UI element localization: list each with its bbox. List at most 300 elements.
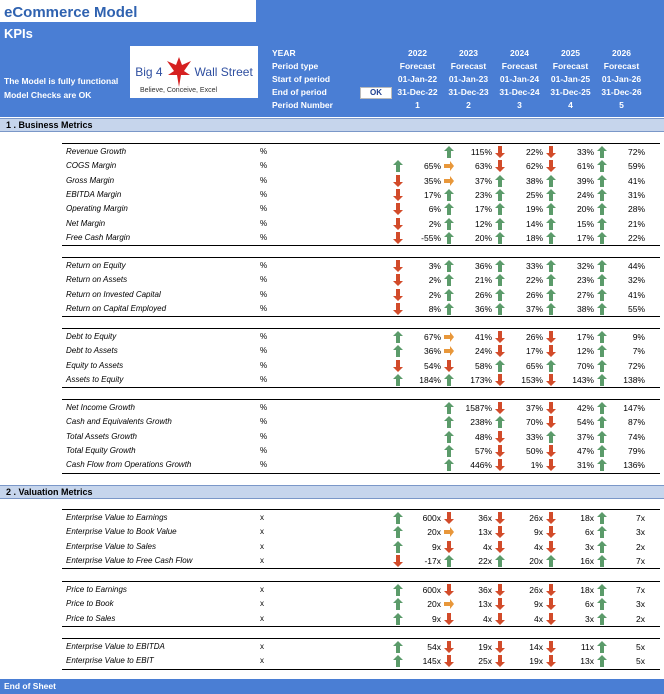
- metric-row[interactable]: [0, 444, 664, 458]
- arrow-down-icon: [546, 584, 556, 596]
- arrow-down-icon: [546, 512, 556, 524]
- metric-value-cell[interactable]: [596, 345, 647, 357]
- metric-row[interactable]: [0, 302, 664, 316]
- metric-value-cell[interactable]: [392, 584, 443, 596]
- metric-value-cell[interactable]: [494, 402, 545, 414]
- metric-value-cell[interactable]: [545, 555, 596, 567]
- metric-value-cell[interactable]: [494, 189, 545, 201]
- arrow-up-icon: [597, 641, 607, 653]
- metric-value-cell[interactable]: [494, 613, 545, 625]
- metric-value-cell[interactable]: [392, 541, 443, 553]
- metric-value-cell[interactable]: [494, 445, 545, 457]
- arrow-right-icon: [444, 175, 454, 187]
- metric-value-cell[interactable]: [443, 512, 494, 524]
- metric-label: Total Equity Growth: [66, 445, 136, 455]
- metric-value-cell[interactable]: [494, 555, 545, 567]
- metric-value-cell[interactable]: [494, 218, 545, 230]
- arrow-down-icon: [393, 203, 403, 215]
- metric-row[interactable]: [0, 344, 664, 358]
- arrow-up-icon: [495, 175, 505, 187]
- metric-value: 37%: [474, 175, 492, 186]
- metric-value-cell[interactable]: [596, 584, 647, 596]
- metric-value-cell[interactable]: [443, 203, 494, 215]
- arrow-up-icon: [495, 189, 505, 201]
- metric-value: 9x: [432, 613, 441, 624]
- metric-value-cell[interactable]: [443, 289, 494, 301]
- metric-value-cell[interactable]: [545, 526, 596, 538]
- metric-value-cell[interactable]: [443, 175, 494, 187]
- metric-row[interactable]: [0, 288, 664, 302]
- metric-value-cell[interactable]: [545, 303, 596, 315]
- metric-value-cell[interactable]: [392, 274, 443, 286]
- metric-value-cell[interactable]: [494, 203, 545, 215]
- arrow-down-icon: [444, 360, 454, 372]
- arrow-up-icon: [444, 146, 454, 158]
- metric-value-cell[interactable]: [494, 512, 545, 524]
- metric-value-cell[interactable]: [494, 175, 545, 187]
- arrow-up-icon: [546, 232, 556, 244]
- metric-row[interactable]: [0, 458, 664, 472]
- metric-value-cell[interactable]: [545, 289, 596, 301]
- metric-value-cell[interactable]: [392, 598, 443, 610]
- arrow-right-icon: [444, 526, 454, 538]
- metric-unit: %: [260, 303, 268, 313]
- metric-value-cell[interactable]: [545, 641, 596, 653]
- arrow-up-icon: [393, 641, 403, 653]
- metric-label: Price to Earnings: [66, 585, 127, 594]
- metric-value: 9x: [534, 527, 543, 538]
- metric-value-cell[interactable]: [443, 526, 494, 538]
- metric-value-cell[interactable]: [392, 160, 443, 172]
- arrow-up-icon: [444, 303, 454, 315]
- ok-check-badge[interactable]: OK: [360, 87, 392, 99]
- metric-value-cell[interactable]: [545, 402, 596, 414]
- metric-value-cell[interactable]: [392, 512, 443, 524]
- metric-value-cell[interactable]: [596, 598, 647, 610]
- period-start: 01-Jan-24: [499, 74, 540, 84]
- metric-value-cell[interactable]: [443, 374, 494, 386]
- metric-value-cell[interactable]: [545, 655, 596, 667]
- arrow-right-icon: [444, 160, 454, 172]
- metric-value-cell[interactable]: [545, 374, 596, 386]
- metric-value-cell[interactable]: [443, 274, 494, 286]
- arrow-up-icon: [597, 232, 607, 244]
- metric-value-cell[interactable]: [596, 512, 647, 524]
- metric-value-cell[interactable]: [545, 459, 596, 471]
- metric-value-cell[interactable]: [494, 345, 545, 357]
- metric-value-cell[interactable]: [392, 641, 443, 653]
- metric-unit: %: [260, 232, 268, 242]
- metric-value-cell[interactable]: [443, 416, 494, 428]
- arrow-down-icon: [546, 445, 556, 457]
- metric-value-cell[interactable]: [392, 345, 443, 357]
- period-type: Forecast: [450, 61, 487, 71]
- metric-label: COGS Margin: [66, 161, 117, 171]
- arrow-up-icon: [546, 189, 556, 201]
- arrow-up-icon: [597, 203, 607, 215]
- metric-value-cell[interactable]: [494, 360, 545, 372]
- metric-unit: %: [260, 147, 268, 156]
- metric-value-cell[interactable]: [545, 584, 596, 596]
- metric-value-cell[interactable]: [596, 431, 647, 443]
- metric-value-cell[interactable]: [494, 260, 545, 272]
- arrow-down-icon: [495, 655, 505, 667]
- metric-value-cell[interactable]: [596, 526, 647, 538]
- metric-value-cell[interactable]: [443, 445, 494, 457]
- metric-value-cell[interactable]: [392, 360, 443, 372]
- metric-unit: x: [260, 527, 264, 537]
- metric-value-cell[interactable]: [596, 146, 647, 158]
- arrow-up-icon: [597, 345, 607, 357]
- arrow-up-icon: [546, 274, 556, 286]
- arrow-right-icon: [444, 345, 454, 357]
- arrow-up-icon: [495, 303, 505, 315]
- metric-value-cell[interactable]: [596, 160, 647, 172]
- metric-unit: %: [260, 431, 268, 441]
- metric-row[interactable]: [0, 401, 664, 415]
- arrow-down-icon: [546, 613, 556, 625]
- metric-row[interactable]: [0, 202, 664, 216]
- metric-value: 58%: [474, 360, 492, 371]
- arrow-up-icon: [495, 274, 505, 286]
- metric-value-cell[interactable]: [494, 289, 545, 301]
- metric-value-cell[interactable]: [596, 289, 647, 301]
- metric-value-cell[interactable]: [392, 260, 443, 272]
- metric-value-cell[interactable]: [596, 232, 647, 244]
- metric-value: 59%: [627, 161, 645, 172]
- metric-value-cell[interactable]: [494, 655, 545, 667]
- metric-value: 3x: [636, 527, 645, 538]
- metric-value: 12%: [576, 346, 594, 357]
- metric-value-cell[interactable]: [392, 303, 443, 315]
- metric-value: 6x: [585, 527, 594, 538]
- metric-label: Free Cash Margin: [66, 232, 131, 242]
- metric-row[interactable]: [0, 583, 664, 597]
- arrow-up-icon: [444, 189, 454, 201]
- arrow-up-icon: [444, 402, 454, 414]
- arrow-up-icon: [393, 541, 403, 553]
- period-start: 01-Jan-23: [448, 74, 489, 84]
- arrow-up-icon: [444, 431, 454, 443]
- metric-value-cell[interactable]: [596, 541, 647, 553]
- metric-value-cell[interactable]: [494, 459, 545, 471]
- metric-value-cell[interactable]: [596, 274, 647, 286]
- metric-value: 138%: [623, 374, 645, 385]
- metric-value: 36%: [474, 303, 492, 314]
- metric-value-cell[interactable]: [443, 232, 494, 244]
- metric-unit: %: [260, 204, 268, 214]
- metric-value-cell[interactable]: [443, 360, 494, 372]
- metric-value: 41%: [627, 175, 645, 186]
- metric-value: 20%: [474, 232, 492, 243]
- arrow-down-icon: [495, 584, 505, 596]
- metric-value-cell[interactable]: [494, 274, 545, 286]
- metric-value-cell[interactable]: [545, 274, 596, 286]
- arrow-up-icon: [597, 374, 607, 386]
- arrow-up-icon: [444, 445, 454, 457]
- metric-value: 22%: [627, 232, 645, 243]
- end-of-sheet: End of Sheet: [0, 679, 664, 694]
- metric-row[interactable]: [0, 415, 664, 429]
- metric-value-cell[interactable]: [545, 189, 596, 201]
- metric-value-cell[interactable]: [545, 613, 596, 625]
- metric-row[interactable]: [0, 554, 664, 568]
- metric-value-cell[interactable]: [443, 598, 494, 610]
- metric-value-cell[interactable]: [596, 175, 647, 187]
- period-num: 4: [568, 100, 573, 110]
- metric-value: 26x: [529, 585, 543, 595]
- metric-value: 15%: [576, 218, 594, 229]
- metric-value-cell[interactable]: [443, 402, 494, 414]
- arrow-up-icon: [597, 331, 607, 343]
- arrow-down-icon: [444, 584, 454, 596]
- metric-value: 19x: [478, 642, 492, 652]
- metric-value: 6%: [428, 204, 441, 215]
- arrow-down-icon: [393, 289, 403, 301]
- metric-value-cell[interactable]: [596, 655, 647, 667]
- metric-value-cell[interactable]: [494, 416, 545, 428]
- metric-value-cell[interactable]: [545, 360, 596, 372]
- metric-value: 3x: [585, 613, 594, 624]
- metric-value-cell[interactable]: [443, 655, 494, 667]
- metric-value-cell[interactable]: [545, 160, 596, 172]
- metric-row[interactable]: [0, 511, 664, 525]
- metric-value-cell[interactable]: [596, 613, 647, 625]
- metric-value-cell[interactable]: [545, 598, 596, 610]
- metric-row[interactable]: [0, 612, 664, 626]
- metric-value-cell[interactable]: [392, 655, 443, 667]
- metric-value-cell[interactable]: [596, 402, 647, 414]
- arrow-up-icon: [597, 445, 607, 457]
- metric-value-cell[interactable]: [494, 303, 545, 315]
- arrow-down-icon: [495, 345, 505, 357]
- metric-row[interactable]: [0, 430, 664, 444]
- metric-value-cell[interactable]: [443, 260, 494, 272]
- metric-row[interactable]: [0, 231, 664, 245]
- metric-value: 8%: [428, 303, 441, 314]
- period-year: 2025: [561, 48, 580, 58]
- metric-value-cell[interactable]: [392, 331, 443, 343]
- metric-row[interactable]: [0, 273, 664, 287]
- metric-value-cell[interactable]: [596, 218, 647, 230]
- logo-tagline: Believe, Conceive, Excel: [140, 87, 218, 94]
- arrow-down-icon: [495, 613, 505, 625]
- metric-value-cell[interactable]: [392, 555, 443, 567]
- metric-value-cell[interactable]: [494, 541, 545, 553]
- arrow-down-icon: [393, 189, 403, 201]
- metric-value-cell[interactable]: [392, 218, 443, 230]
- metric-value: 14x: [529, 642, 543, 652]
- metric-row[interactable]: [0, 188, 664, 202]
- metric-row[interactable]: [0, 330, 664, 344]
- metric-row[interactable]: [0, 159, 664, 173]
- metric-value-cell[interactable]: [443, 146, 494, 158]
- arrow-up-icon: [444, 374, 454, 386]
- metric-value-cell[interactable]: [545, 203, 596, 215]
- metric-value-cell[interactable]: [443, 613, 494, 625]
- arrow-up-icon: [393, 331, 403, 343]
- metric-row[interactable]: [0, 217, 664, 231]
- metric-value-cell[interactable]: [392, 175, 443, 187]
- metric-value-cell[interactable]: [443, 555, 494, 567]
- metric-value-cell[interactable]: [443, 189, 494, 201]
- arrow-up-icon: [393, 584, 403, 596]
- arrow-up-icon: [444, 232, 454, 244]
- metric-value-cell[interactable]: [596, 303, 647, 315]
- metric-value-cell[interactable]: [494, 526, 545, 538]
- metric-value-cell[interactable]: [392, 289, 443, 301]
- metric-value-cell[interactable]: [596, 203, 647, 215]
- metric-value-cell[interactable]: [545, 431, 596, 443]
- metric-value: 41%: [627, 289, 645, 300]
- arrow-down-icon: [444, 512, 454, 524]
- metric-value-cell[interactable]: [443, 641, 494, 653]
- arrow-down-icon: [495, 431, 505, 443]
- metric-value-cell[interactable]: [494, 431, 545, 443]
- metric-value: 21%: [474, 275, 492, 286]
- period-year: 2022: [408, 48, 427, 58]
- metric-row[interactable]: [0, 174, 664, 188]
- metric-row[interactable]: [0, 373, 664, 387]
- arrow-up-icon: [444, 203, 454, 215]
- metric-value: 38%: [525, 175, 543, 186]
- metric-value: 5x: [636, 642, 645, 652]
- arrow-up-icon: [597, 402, 607, 414]
- metric-value-cell[interactable]: [443, 303, 494, 315]
- metric-value-cell[interactable]: [443, 431, 494, 443]
- metric-value-cell[interactable]: [545, 175, 596, 187]
- metric-value: 87%: [627, 417, 645, 428]
- metric-value-cell[interactable]: [545, 218, 596, 230]
- metric-value-cell[interactable]: [596, 260, 647, 272]
- metric-value-cell[interactable]: [494, 331, 545, 343]
- metric-value-cell[interactable]: [494, 146, 545, 158]
- metric-value-cell[interactable]: [596, 331, 647, 343]
- metric-value: -17x: [424, 555, 441, 566]
- period-end: 31-Dec-25: [550, 87, 591, 97]
- metric-unit: %: [260, 346, 268, 356]
- metric-value-cell[interactable]: [596, 459, 647, 471]
- arrow-up-icon: [444, 260, 454, 272]
- metric-value-cell[interactable]: [596, 555, 647, 567]
- logo-text-right: Wall Street: [194, 65, 253, 79]
- metric-value-cell[interactable]: [443, 160, 494, 172]
- metric-value: 20x: [529, 555, 543, 566]
- metric-value-cell[interactable]: [494, 374, 545, 386]
- metric-unit: x: [260, 585, 264, 594]
- metric-value-cell[interactable]: [443, 331, 494, 343]
- arrow-up-icon: [597, 584, 607, 596]
- metric-value-cell[interactable]: [545, 260, 596, 272]
- metric-value-cell[interactable]: [545, 541, 596, 553]
- arrow-down-icon: [546, 526, 556, 538]
- metric-unit: x: [260, 656, 264, 666]
- metric-value-cell[interactable]: [596, 189, 647, 201]
- metric-row[interactable]: [0, 540, 664, 554]
- metric-value-cell[interactable]: [494, 598, 545, 610]
- period-type: Forecast: [603, 61, 640, 71]
- metric-value: 44%: [627, 261, 645, 271]
- metric-label: Revenue Growth: [66, 147, 127, 156]
- arrow-down-icon: [495, 445, 505, 457]
- metric-value: 63%: [474, 161, 492, 172]
- metric-value-cell[interactable]: [443, 345, 494, 357]
- metric-row[interactable]: [0, 640, 664, 654]
- metric-label: Enterprise Value to Earnings: [66, 513, 168, 522]
- metric-row[interactable]: [0, 259, 664, 273]
- metric-unit: x: [260, 541, 264, 551]
- arrow-down-icon: [393, 175, 403, 187]
- arrow-down-icon: [546, 641, 556, 653]
- metric-row[interactable]: [0, 525, 664, 539]
- metric-value: 72%: [627, 360, 645, 371]
- metric-value-cell[interactable]: [545, 232, 596, 244]
- metric-row[interactable]: [0, 654, 664, 668]
- metric-value: 32%: [627, 275, 645, 286]
- metric-value: 2%: [428, 218, 441, 229]
- metric-value-cell[interactable]: [545, 445, 596, 457]
- metric-value-cell[interactable]: [443, 218, 494, 230]
- metric-row[interactable]: [0, 145, 664, 159]
- metric-value: 7%: [632, 346, 645, 357]
- metric-value-cell[interactable]: [494, 641, 545, 653]
- metric-value-cell[interactable]: [596, 374, 647, 386]
- metric-value-cell[interactable]: [596, 445, 647, 457]
- arrow-up-icon: [393, 598, 403, 610]
- metric-value-cell[interactable]: [545, 146, 596, 158]
- metric-value: 3x: [585, 541, 594, 552]
- metric-value: 173%: [470, 374, 492, 385]
- metric-value-cell[interactable]: [545, 416, 596, 428]
- metric-value-cell[interactable]: [545, 331, 596, 343]
- arrow-down-icon: [444, 655, 454, 667]
- metric-value-cell[interactable]: [392, 189, 443, 201]
- metric-value: 17%: [576, 232, 594, 243]
- metric-value: 72%: [627, 147, 645, 157]
- metric-value-cell[interactable]: [596, 641, 647, 653]
- metric-value-cell[interactable]: [596, 416, 647, 428]
- metric-value: 33%: [525, 261, 543, 271]
- metric-value-cell[interactable]: [392, 232, 443, 244]
- metric-value-cell[interactable]: [494, 584, 545, 596]
- metric-value: 4x: [483, 613, 492, 624]
- metric-unit: x: [260, 513, 264, 522]
- metric-value-cell[interactable]: [545, 512, 596, 524]
- arrow-up-icon: [393, 512, 403, 524]
- arrow-right-icon: [444, 598, 454, 610]
- metric-value-cell[interactable]: [392, 203, 443, 215]
- arrow-down-icon: [393, 218, 403, 230]
- metric-value: 6x: [585, 599, 594, 610]
- arrow-down-icon: [495, 402, 505, 414]
- metric-row[interactable]: [0, 597, 664, 611]
- metric-value: 136%: [623, 460, 645, 471]
- metric-value-cell[interactable]: [392, 526, 443, 538]
- metric-value-cell[interactable]: [545, 345, 596, 357]
- arrow-up-icon: [546, 260, 556, 272]
- metric-value-cell[interactable]: [443, 459, 494, 471]
- metric-value-cell[interactable]: [494, 160, 545, 172]
- metric-value: 1587%: [465, 403, 492, 413]
- metric-value-cell[interactable]: [443, 584, 494, 596]
- metric-value-cell[interactable]: [392, 613, 443, 625]
- metric-value-cell[interactable]: [596, 360, 647, 372]
- arrow-up-icon: [597, 218, 607, 230]
- metric-value-cell[interactable]: [443, 541, 494, 553]
- metric-value-cell[interactable]: [494, 232, 545, 244]
- metric-row[interactable]: [0, 359, 664, 373]
- metric-value-cell[interactable]: [392, 374, 443, 386]
